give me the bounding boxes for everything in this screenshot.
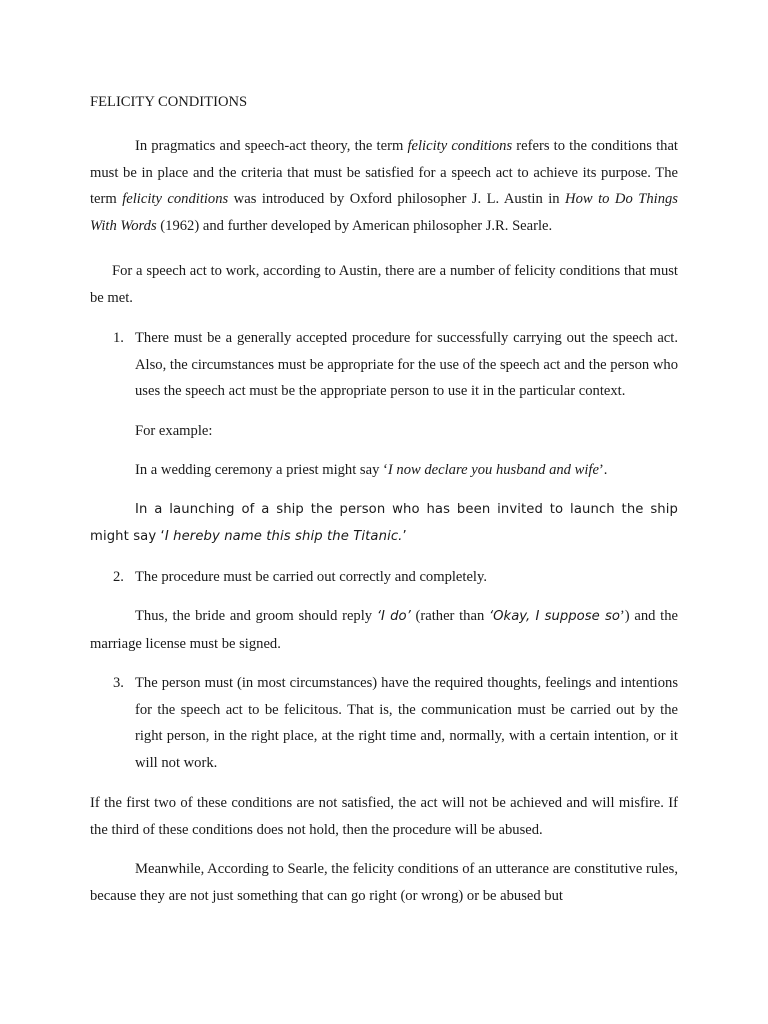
for-example-label: For example: xyxy=(135,423,213,439)
document-title: FELICITY CONDITIONS xyxy=(90,94,248,110)
ship-example: In a launching of a ship the person who has been invited to launch the ship might say ‘I hereby name this ship the Titanic.’ xyxy=(90,502,678,544)
list-item-2: The procedure must be carried out correctly and completely. xyxy=(135,569,487,585)
list-number-1: 1. xyxy=(113,330,124,346)
list-item-3: The person must (in most circumstances) have the required thoughts, feelings and intentions for the speech act to be felicitous. That is, the communication must be carried out by the right person, in the right place, at the right time and, normally, with a certain intention, or it will not work. xyxy=(135,675,678,772)
list-number-2: 2. xyxy=(113,569,124,585)
list-item-1: There must be a generally accepted procedure for successfully carrying out the speech act. Also, the circumstances must be appropriate for the use of the speech act and the person who uses the speech act must be the appropriate person to use it in the particular context. xyxy=(135,330,678,400)
list-number-3: 3. xyxy=(113,675,124,691)
intro-paragraph: In pragmatics and speech-act theory, the term felicity conditions refers to the conditions that must be in place and the criteria that must be satisfied for a speech act to achieve its purpose. The term felicity conditions was introduced by Oxford philosopher J. L. Austin in How to Do Things With Words (1962) and further developed by American philosopher J.R. Searle. xyxy=(90,138,678,235)
misfire-paragraph: If the first two of these conditions are not satisfied, the act will not be achieved and will misfire. If the third of these conditions does not hold, then the procedure will be abused. xyxy=(90,795,678,838)
searle-paragraph: Meanwhile, According to Searle, the felicity conditions of an utterance are constitutive rules, because they are not just something that can go right (or wrong) or be abused but xyxy=(90,861,678,904)
austin-paragraph: For a speech act to work, according to Austin, there are a number of felicity conditions that must be met. xyxy=(90,263,678,306)
wedding-example: In a wedding ceremony a priest might say ‘I now declare you husband and wife’. xyxy=(135,462,608,478)
bride-groom-paragraph: Thus, the bride and groom should reply ‘I do’ (rather than ‘Okay, I suppose so’) and the marriage license must be signed. xyxy=(90,608,678,652)
